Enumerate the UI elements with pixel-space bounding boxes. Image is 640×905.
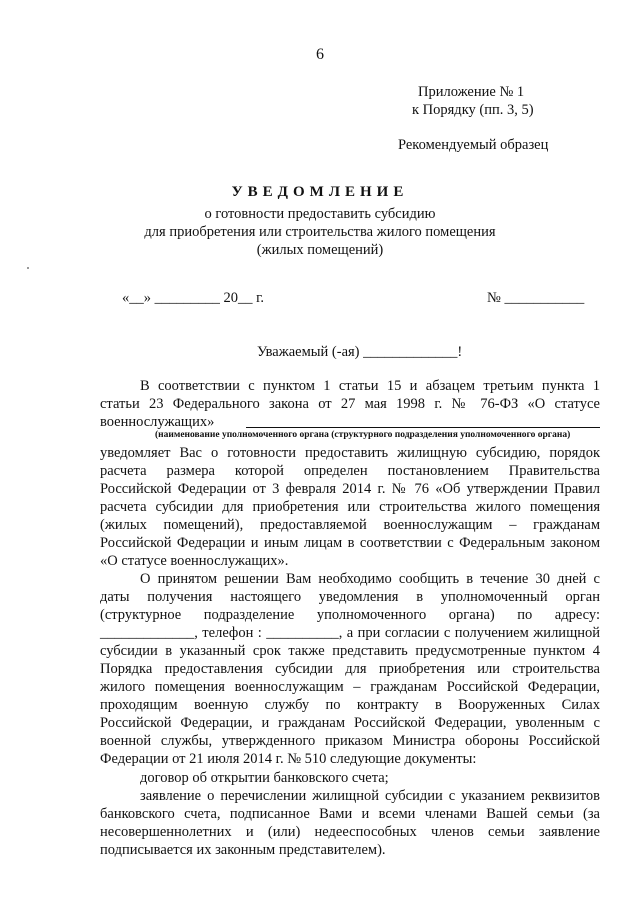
para2-line-3: (структурное подразделение уполномоченного органа) по адресу: (100, 607, 600, 623)
document-title: УВЕДОМЛЕНИЕ (231, 184, 409, 200)
para2-line-11: Федерации от 21 июля 2014 г. № 510 следующие документы: (100, 751, 477, 767)
list-item-bank-account: договор об открытии банковского счета; (140, 770, 389, 786)
para1-line-2: статьи 23 Федерального закона от 27 мая 1998 г. № 76-ФЗ «О статусе (100, 396, 600, 412)
appendix-line-2: к Порядку (пп. 3, 5) (412, 102, 534, 118)
greeting: Уважаемый (-ая) _____________! (257, 344, 463, 360)
para1-line-1: В соответствии с пунктом 1 статьи 15 и абзацем третьим пункта 1 (140, 378, 600, 394)
organ-name-caption: (наименование уполномоченного органа (структурного подразделения уполномоченного органа) (155, 430, 571, 440)
list-item-application-2: банковского счета, подписанное Вами и всеми членами Вашей семьи (за (100, 806, 600, 822)
date-field: «__» _________ 20__ г. (122, 290, 265, 306)
para2-line-9: Российской Федерации, и гражданам Российской Федерации, уволенным с (100, 715, 600, 731)
list-item-application-4: подписывается их законным представителем). (100, 842, 386, 858)
para1-cont-3: Российской Федерации от 3 февраля 2014 г. № 76 «Об утверждении Правил (100, 481, 600, 497)
page-number: 6 (316, 46, 324, 63)
para1-cont-5: (жилых помещений), предоставляемой военнослужащим – гражданам (100, 517, 600, 533)
para1-cont-1: уведомляет Вас о готовности предоставить жилищную субсидию, порядок (100, 445, 600, 461)
para2-line-8: проходящим военную службу по контракту в Вооруженных Силах (100, 697, 600, 713)
para2-line-4: _____________, телефон : __________, а при согласии с получением жилищной (100, 625, 600, 641)
para1-cont-2: расчета размера которой определен постановлением Правительства (100, 463, 600, 479)
para2-line-7: жилого помещения военнослужащим – гражданам Российской Федерации, (100, 679, 600, 695)
subtitle-line-2: для приобретения или строительства жилого помещения (144, 224, 496, 240)
para2-line-6: Порядка предоставления субсидии для приобретения или строительства (100, 661, 600, 677)
scan-dot (27, 267, 29, 269)
para2-line-5: субсидии в указанный срок также представить предусмотренные пунктом 4 (100, 643, 600, 659)
para2-line-10: военной службы, утвержденного приказом Министра обороны Российской (100, 733, 600, 749)
para1-cont-7: «О статусе военнослужащих». (100, 553, 289, 569)
para2-line-1: О принятом решении Вам необходимо сообщить в течение 30 дней с (140, 571, 600, 587)
sample-label: Рекомендуемый образец (398, 137, 549, 153)
appendix-line-1: Приложение № 1 (418, 84, 525, 100)
number-field: № ___________ (487, 290, 585, 306)
subtitle-line-1: о готовности предоставить субсидию (204, 206, 436, 222)
subtitle-line-3: (жилых помещений) (256, 242, 384, 258)
list-item-application-3: несовершеннолетних и (или) недееспособных членов семьи заявление (100, 824, 600, 840)
list-item-application-1: заявление о перечислении жилищной субсидии с указанием реквизитов (140, 788, 600, 804)
organ-blank-line (246, 427, 600, 428)
para1-line-3: военнослужащих» (100, 414, 215, 430)
para1-cont-6: Российской Федерации и иным лицам в соответствии с Федеральным законом (100, 535, 600, 551)
para1-cont-4: расчета субсидии для приобретения или строительства жилого помещения (100, 499, 600, 515)
para2-line-2: даты получения настоящего уведомления в уполномоченный орган (100, 589, 600, 605)
